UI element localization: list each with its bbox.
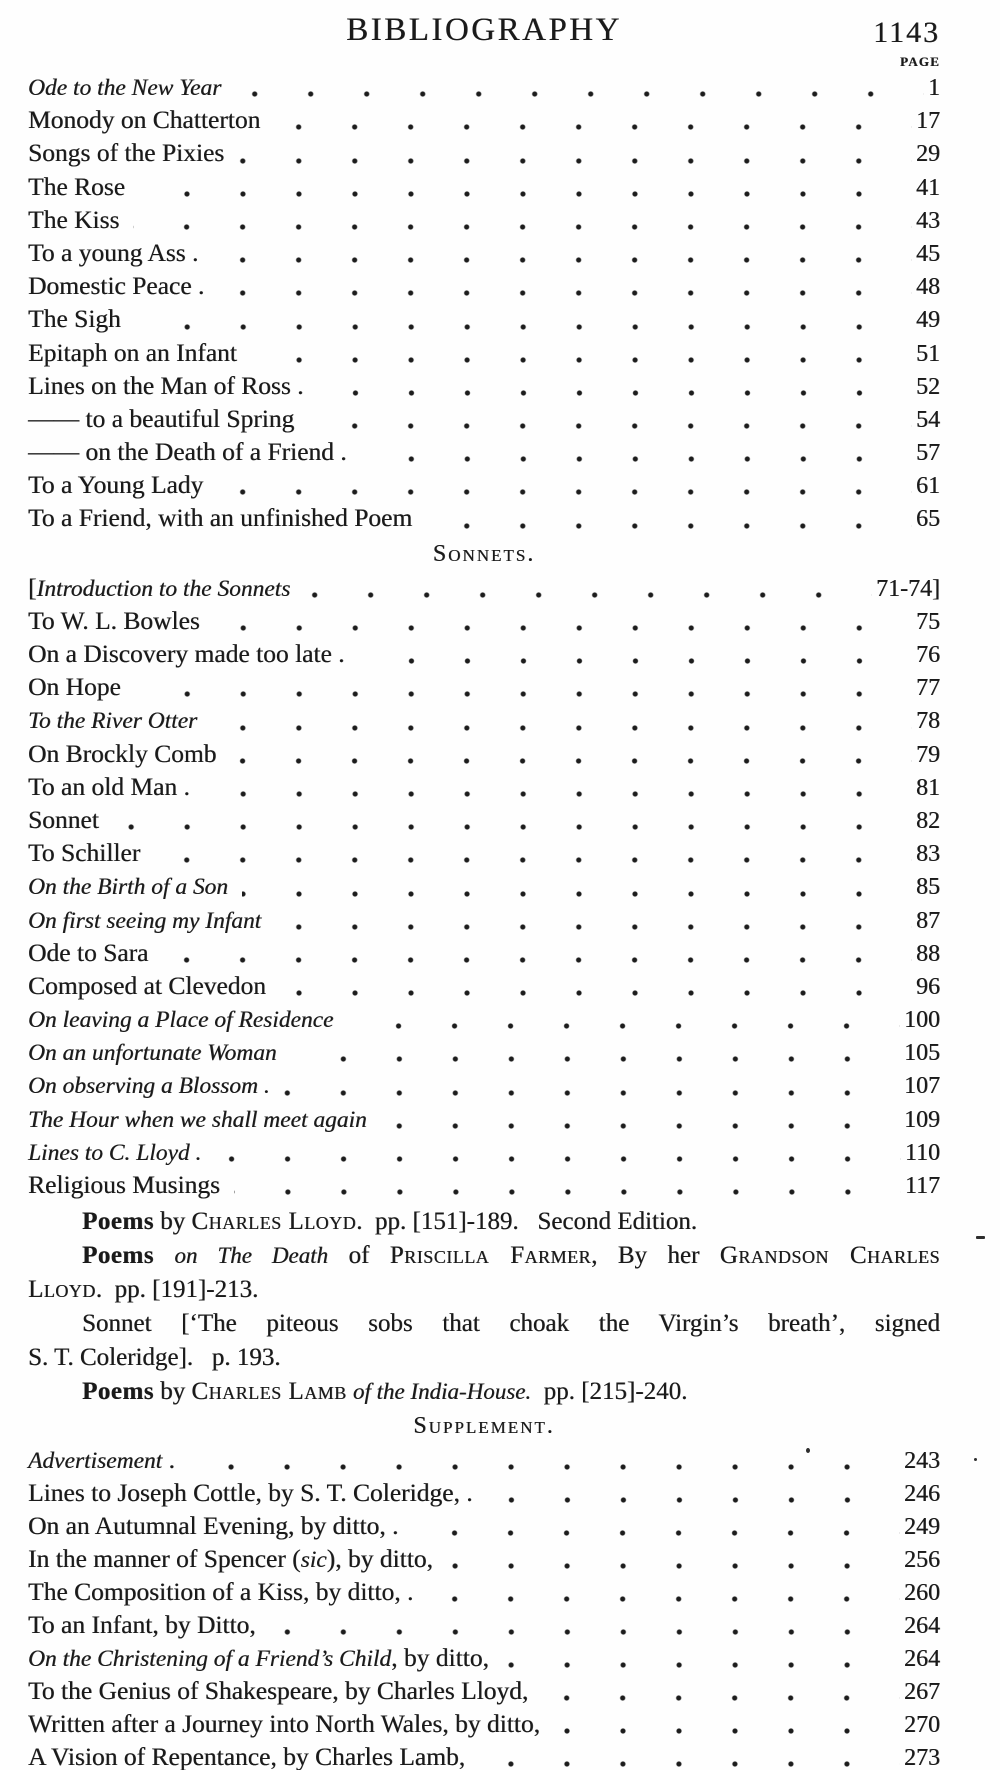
toc-section-main [28, 72, 940, 537]
dot-leader [412, 1530, 900, 1536]
section-heading-sonnets: Sonnets. [432, 540, 536, 567]
toc-row [28, 739, 940, 772]
dot-leader [381, 1123, 900, 1129]
entry-title: Epitaph on an Infant [28, 337, 237, 367]
toc-row [28, 338, 940, 371]
entry-title: Ode to Sara [28, 937, 149, 967]
entry-page-number: 54 [916, 406, 940, 433]
bibliography-paragraph-line: Poems by Charles Lamb of the India-House. pp. [215]-240. [82, 1378, 688, 1406]
entry-title: Lines to C. Lloyd . [28, 1139, 202, 1166]
dot-leader [479, 1761, 900, 1767]
dot-leader [291, 1056, 900, 1062]
toc-row [28, 1610, 940, 1643]
dot-leader [270, 1629, 900, 1635]
toc-row [28, 1104, 940, 1137]
entry-title: On leaving a Place of Residence [28, 1007, 334, 1034]
toc-row [28, 1709, 940, 1742]
entry-title: To a young Ass . [28, 237, 199, 267]
toc-row [28, 705, 940, 738]
dot-leader [154, 857, 912, 863]
dot-leader [230, 758, 912, 764]
toc-row [28, 805, 940, 838]
dot-leader [139, 191, 912, 197]
toc-row [28, 404, 940, 437]
entry-title: Ode to the New Year [28, 75, 222, 101]
dot-leader [361, 456, 912, 462]
entry-page-number: 71-74] [876, 575, 940, 602]
entry-page-number: 100 [904, 1007, 940, 1034]
entry-title: To an Infant, by Ditto, [28, 1610, 256, 1640]
entry-page-number: 117 [904, 1173, 940, 1199]
dot-leader [238, 158, 912, 164]
entry-title: To Schiller [28, 838, 141, 868]
entry-title: On the Christening of a Friend’s Child, by ditto, [28, 1643, 489, 1673]
bibliography-paragraph-line: Poems on The Death of Priscilla Farmer, By her Grandson Charles [82, 1242, 940, 1270]
toc-row [28, 971, 940, 1004]
dot-leader [542, 1695, 900, 1701]
entry-title: Composed at Clevedon [28, 970, 266, 1000]
toc-row [28, 1137, 940, 1170]
toc-row [28, 1037, 940, 1070]
entry-page-number: 51 [916, 340, 940, 367]
toc-row [28, 437, 940, 470]
entry-page-number: 256 [904, 1547, 940, 1574]
toc-row [28, 672, 940, 705]
toc-row [28, 72, 940, 105]
dot-leader [274, 124, 912, 130]
entry-title: To an old Man . [28, 771, 190, 801]
entry-page-number: 1 [928, 75, 940, 101]
entry-page-number: 81 [916, 774, 940, 801]
entry-page-number: 243 [904, 1448, 940, 1475]
entry-title: To a Friend, with an unfinished Poem [28, 503, 413, 533]
dot-leader [318, 390, 912, 396]
entry-page-number: 52 [916, 373, 940, 400]
entry-title: The Rose [28, 171, 126, 201]
section-heading-supplement: Supplement. [413, 1413, 555, 1440]
dot-leader [426, 523, 912, 529]
entry-title: The Hour when we shall meet again [28, 1106, 367, 1133]
entry-title: Lines to Joseph Cottle, by S. T. Coleridge, . [28, 1478, 473, 1508]
bibliography-paragraph-line: Lloyd. pp. [191]-213. [28, 1276, 259, 1304]
dot-leader [359, 658, 912, 664]
entry-title: The Kiss [28, 204, 120, 234]
dot-leader [284, 1090, 900, 1096]
dot-leader [503, 1662, 900, 1668]
entry-page-number: 76 [916, 642, 940, 668]
entry-title: On Brockly Comb [28, 738, 217, 768]
entry-page-number: 17 [916, 108, 940, 135]
bibliography-paragraph-line: Sonnet [‘The piteous sobs that choak the Virgin’s breath’, signed [82, 1310, 940, 1338]
entry-page-number: 264 [904, 1646, 940, 1673]
toc-row [28, 1742, 940, 1770]
entry-title: [Introduction to the Sonnets [28, 572, 291, 602]
entry-page-number: 270 [904, 1712, 940, 1739]
toc-row [28, 1478, 940, 1511]
dot-leader [204, 791, 912, 797]
toc-row [28, 470, 940, 503]
toc-row [28, 938, 940, 971]
toc-row [28, 1676, 940, 1709]
dot-leader [554, 1728, 900, 1734]
toc-row [28, 1004, 940, 1037]
toc-row [28, 105, 940, 138]
dot-leader [487, 1497, 900, 1503]
entry-page-number: 260 [904, 1580, 940, 1607]
entry-title: On first seeing my Infant [28, 907, 262, 934]
entry-title: —— to a beautiful Spring [28, 403, 295, 433]
entry-page-number: 79 [916, 741, 940, 768]
dot-leader [347, 1023, 900, 1029]
entry-page-number: 41 [916, 174, 940, 201]
dot-leader [427, 1596, 900, 1602]
page-content [28, 10, 940, 1770]
entry-page-number: 75 [916, 608, 940, 635]
dot-leader [218, 290, 912, 296]
toc-row [28, 271, 940, 304]
entry-title: A Vision of Repentance, by Charles Lamb, [28, 1742, 466, 1770]
toc-row [28, 304, 940, 337]
entry-title: To a Young Lady [28, 470, 204, 500]
entry-page-number: 246 [904, 1481, 940, 1508]
dot-leader [135, 324, 912, 330]
entry-title: The Sigh [28, 304, 121, 334]
entry-page-number: 61 [916, 473, 940, 500]
toc-row [28, 772, 940, 805]
entry-page-number: 43 [916, 207, 940, 234]
entry-page-number: 264 [904, 1613, 940, 1640]
bibliography-paragraph-line: S. T. Coleridge]. p. 193. [28, 1344, 281, 1372]
toc-row [28, 1643, 940, 1676]
dot-leader [113, 824, 912, 830]
toc-row [28, 1070, 940, 1103]
dot-leader [242, 891, 912, 897]
entry-title: The Composition of a Kiss, by ditto, . [28, 1577, 414, 1607]
toc-row [28, 1577, 940, 1610]
entry-title: To the River Otter [28, 708, 198, 735]
page-column-label: PAGE [900, 54, 940, 69]
dot-leader [135, 691, 912, 697]
page-title: BIBLIOGRAPHY [346, 12, 622, 48]
dot-leader [447, 1563, 900, 1569]
dot-leader [251, 357, 912, 363]
toc-row [28, 503, 940, 536]
toc-section-supplement [28, 1445, 940, 1770]
entry-title: In the manner of Spencer (sic), by ditto, [28, 1544, 433, 1574]
toc-row [28, 371, 940, 404]
entry-page-number: 249 [904, 1514, 940, 1541]
entry-page-number: 77 [916, 675, 940, 702]
dot-leader [217, 489, 912, 495]
toc-row [28, 1511, 940, 1544]
entry-page-number: 78 [916, 708, 940, 735]
dot-leader [280, 990, 912, 996]
entry-page-number: 105 [904, 1040, 940, 1067]
toc-row [28, 1170, 940, 1203]
toc-row [28, 1445, 940, 1478]
entry-title: —— on the Death of a Friend . [28, 437, 347, 467]
dot-leader [189, 1464, 900, 1470]
entry-title: Songs of the Pixies [28, 138, 225, 168]
entry-page-number: 107 [904, 1073, 940, 1100]
entry-page-number: 49 [916, 307, 940, 334]
entry-page-number: 83 [916, 841, 940, 868]
page-header [28, 10, 940, 52]
toc-section-sonnets [28, 573, 940, 1204]
toc-row [28, 639, 940, 672]
dot-leader [211, 725, 912, 731]
entry-page-number: 109 [904, 1106, 940, 1133]
entry-title: Religious Musings [28, 1170, 220, 1199]
entry-page-number: 87 [916, 907, 940, 934]
toc-row [28, 1544, 940, 1577]
entry-page-number: 29 [916, 141, 940, 168]
entry-title: Advertisement . [28, 1445, 175, 1475]
folio-page-number: 1143 [873, 16, 940, 49]
entry-title: On observing a Blossom . [28, 1073, 270, 1100]
entry-page-number: 82 [916, 807, 940, 834]
dot-leader [235, 91, 924, 97]
entry-page-number: 45 [916, 240, 940, 267]
entry-title: To the Genius of Shakespeare, by Charles Lloyd, [28, 1676, 529, 1706]
entry-page-number: 57 [916, 440, 940, 467]
entry-page-number: 96 [916, 973, 940, 1000]
dot-leader [215, 1156, 901, 1162]
entry-title: Monody on Chatterton [28, 105, 261, 135]
entry-title: Domestic Peace . [28, 271, 205, 301]
dot-leader [275, 924, 912, 930]
entry-page-number: 48 [916, 274, 940, 301]
entry-title: On an Autumnal Evening, by ditto, . [28, 1511, 399, 1541]
toc-row [28, 138, 940, 171]
dot-leader [234, 1189, 901, 1195]
entry-page-number: 273 [904, 1745, 940, 1770]
entry-page-number: 88 [916, 940, 940, 967]
entry-page-number: 85 [916, 874, 940, 901]
toc-row [28, 573, 940, 606]
entry-title: Sonnet [28, 804, 99, 834]
entry-title: To W. L. Bowles [28, 605, 200, 635]
toc-row [28, 871, 940, 904]
entry-title: Written after a Journey into North Wales, by ditto, [28, 1709, 540, 1739]
toc-row [28, 606, 940, 639]
bibliography-paragraphs [28, 1205, 940, 1409]
toc-row [28, 238, 940, 271]
dot-leader [304, 592, 872, 598]
toc-row [28, 205, 940, 238]
entry-title: On Hope [28, 672, 121, 702]
dot-leader [162, 957, 912, 963]
dot-leader [133, 224, 912, 230]
dot-leader [214, 625, 912, 631]
dot-leader [212, 257, 912, 263]
entry-title: On an unfortunate Woman [28, 1040, 277, 1067]
entry-title: On a Discovery made too late . [28, 639, 345, 668]
entry-page-number: 267 [904, 1679, 940, 1706]
toc-row [28, 838, 940, 871]
entry-page-number: 65 [916, 506, 940, 533]
scan-speck [974, 1458, 977, 1461]
entry-title: On the Birth of a Son [28, 874, 228, 901]
toc-row [28, 172, 940, 205]
entry-title: Lines on the Man of Ross . [28, 370, 304, 400]
bibliography-paragraph-line: Poems by Charles Lloyd. pp. [151]-189. Second Edition. [82, 1208, 698, 1236]
dot-leader [308, 423, 912, 429]
scan-speck [806, 1448, 810, 1453]
scan-speck [976, 1236, 985, 1239]
entry-page-number: 110 [904, 1139, 940, 1166]
toc-row [28, 905, 940, 938]
